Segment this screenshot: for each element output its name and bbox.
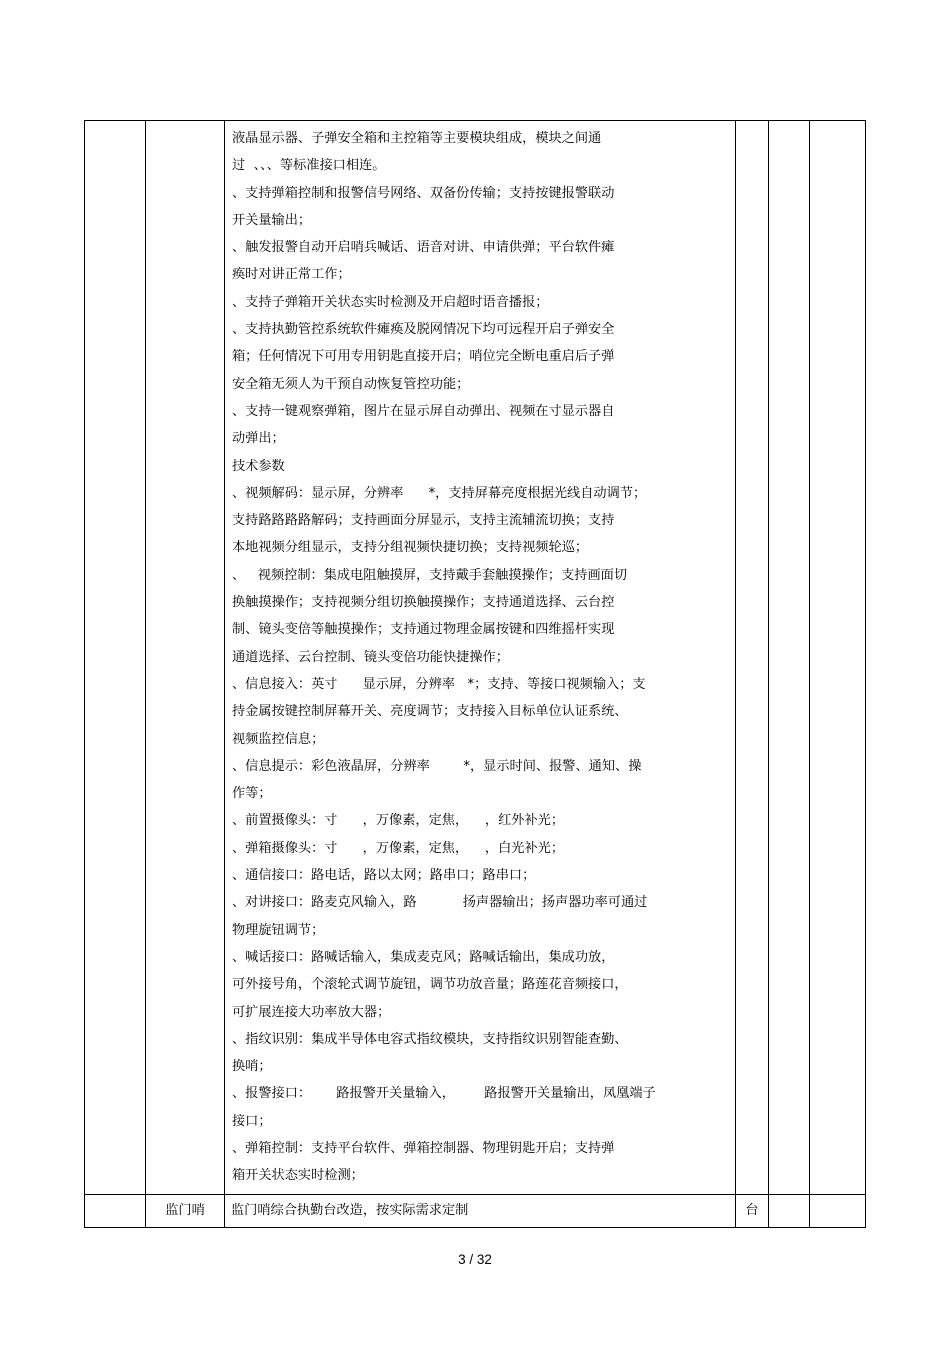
spec-line: 作等；: [232, 786, 272, 802]
spec-line: 、支持执勤管控系统软件瘫痪及脱网情况下均可远程开启子弹安全: [232, 322, 615, 338]
spec-line: 箱开关状态实时检测；: [232, 1168, 364, 1184]
spec-description-cell: [225, 1194, 736, 1227]
index-cell: [85, 1194, 146, 1227]
item-name: 监门哨: [165, 1202, 205, 1218]
spec-line: 、通信接口：路电话，路以太网；路串口；路串口；: [232, 868, 536, 884]
spec-table: [84, 120, 866, 1228]
spec-line: 换哨；: [232, 1059, 272, 1075]
spec-line: 、弹箱控制：支持平台软件、弹箱控制器、物理钥匙开启；支持弹: [232, 1140, 615, 1156]
spec-line: 通道选择、云台控制、镜头变倍功能快捷操作；: [232, 649, 509, 665]
spec-line: 、喊话接口：路喊话输入，集成麦克风；路喊话输出，集成功放，: [232, 949, 615, 965]
spec-line: 过 、、、等标准接口相连。: [232, 158, 386, 174]
spec-line: 接口；: [232, 1113, 272, 1129]
index-cell: [85, 121, 146, 1195]
item-description: 监门哨综合执勤台改造，按实际需求定制: [231, 1202, 469, 1218]
table-row: [85, 121, 866, 1195]
spec-line: 、 视频控制：集成电阻触摸屏，支持戴手套触摸操作；支持画面切: [232, 567, 628, 583]
spec-line: 、指纹识别：集成半导体电容式指纹模块，支持指纹识别智能查勤、: [232, 1031, 628, 1047]
spec-line: 持金属按键控制屏幕开关、亮度调节；支持接入目标单位认证系统、: [232, 704, 628, 720]
spec-line: 、支持子弹箱开关状态实时检测及开启超时语音播报；: [232, 294, 549, 310]
spec-line: 、视频解码：显示屏，分辨率 *，支持屏幕亮度根据光线自动调节；: [232, 485, 647, 501]
spec-line: 、支持弹箱控制和报警信号网络、双备份传输；支持按键报警联动: [232, 185, 615, 201]
quantity-cell: [769, 121, 810, 1195]
spec-description-cell: [225, 121, 736, 1195]
unit-cell: [736, 1194, 769, 1227]
unit-cell: [736, 121, 769, 1195]
spec-line: 箱；任何情况下可用专用钥匙直接开启；哨位完全断电重启后子弹: [232, 349, 615, 365]
table-row: [85, 1194, 866, 1227]
spec-line: 制、镜头变倍等触摸操作；支持通过物理金属按键和四维摇杆实现: [232, 622, 615, 638]
spec-line: 可外接号角，个滚轮式调节旋钮，调节功放音量；路莲花音频接口，: [232, 977, 628, 993]
remark-cell: [810, 121, 866, 1195]
spec-line: 技术参数: [232, 458, 285, 474]
page-number: 3 / 32: [458, 1252, 492, 1267]
spec-line: 本地视频分组显示，支持分组视频快捷切换；支持视频轮巡；: [232, 540, 589, 556]
spec-line: 安全箱无须人为干预自动恢复管控功能；: [232, 376, 470, 392]
spec-line: 、信息接入：英寸 显示屏，分辨率 *；支持、等接口视频输入；支: [232, 676, 646, 692]
item-name-cell: [146, 1194, 225, 1227]
spec-line: 、报警接口： 路报警开关量输入， 路报警开关量输出，凤凰端子: [232, 1086, 656, 1102]
item-name-cell: [146, 121, 225, 1195]
spec-line: 视频监控信息；: [232, 731, 325, 747]
spec-line: 支持路路路路解码；支持画面分屏显示，支持主流辅流切换；支持: [232, 513, 615, 529]
spec-line: 、信息提示：彩色液晶屏，分辨率 *，显示时间、报警、通知、操: [232, 758, 642, 774]
spec-line: 换触摸操作；支持视频分组切换触摸操作；支持通道选择、云台控: [232, 595, 615, 611]
spec-line: 可扩展连接大功率放大器；: [232, 1004, 391, 1020]
spec-line: 开关量输出；: [232, 212, 312, 228]
spec-line: 、对讲接口：路麦克风输入，路 扬声器输出；扬声器功率可通过: [232, 895, 648, 911]
spec-line: 、弹箱摄像头：寸 ，万像素，定焦， ，白光补光；: [232, 840, 565, 856]
item-unit: 台: [745, 1202, 759, 1218]
spec-line: 、支持一键观察弹箱，图片在显示屏自动弹出、视频在寸显示器自: [232, 403, 615, 419]
spec-line: 液晶显示器、子弹安全箱和主控箱等主要模块组成，模块之间通: [232, 131, 602, 146]
spec-line: 、触发报警自动开启哨兵喊话、语音对讲、申请供弹；平台软件瘫: [232, 240, 615, 256]
spec-line: 痪时对讲正常工作；: [232, 267, 351, 283]
quantity-cell: [769, 1194, 810, 1227]
remark-cell: [810, 1194, 866, 1227]
spec-line: 动弹出；: [232, 431, 285, 447]
spec-line: 、前置摄像头：寸 ，万像素，定焦， ，红外补光；: [232, 813, 565, 829]
spec-lines: [225, 121, 735, 1194]
spec-line: 物理旋钮调节；: [232, 922, 325, 938]
